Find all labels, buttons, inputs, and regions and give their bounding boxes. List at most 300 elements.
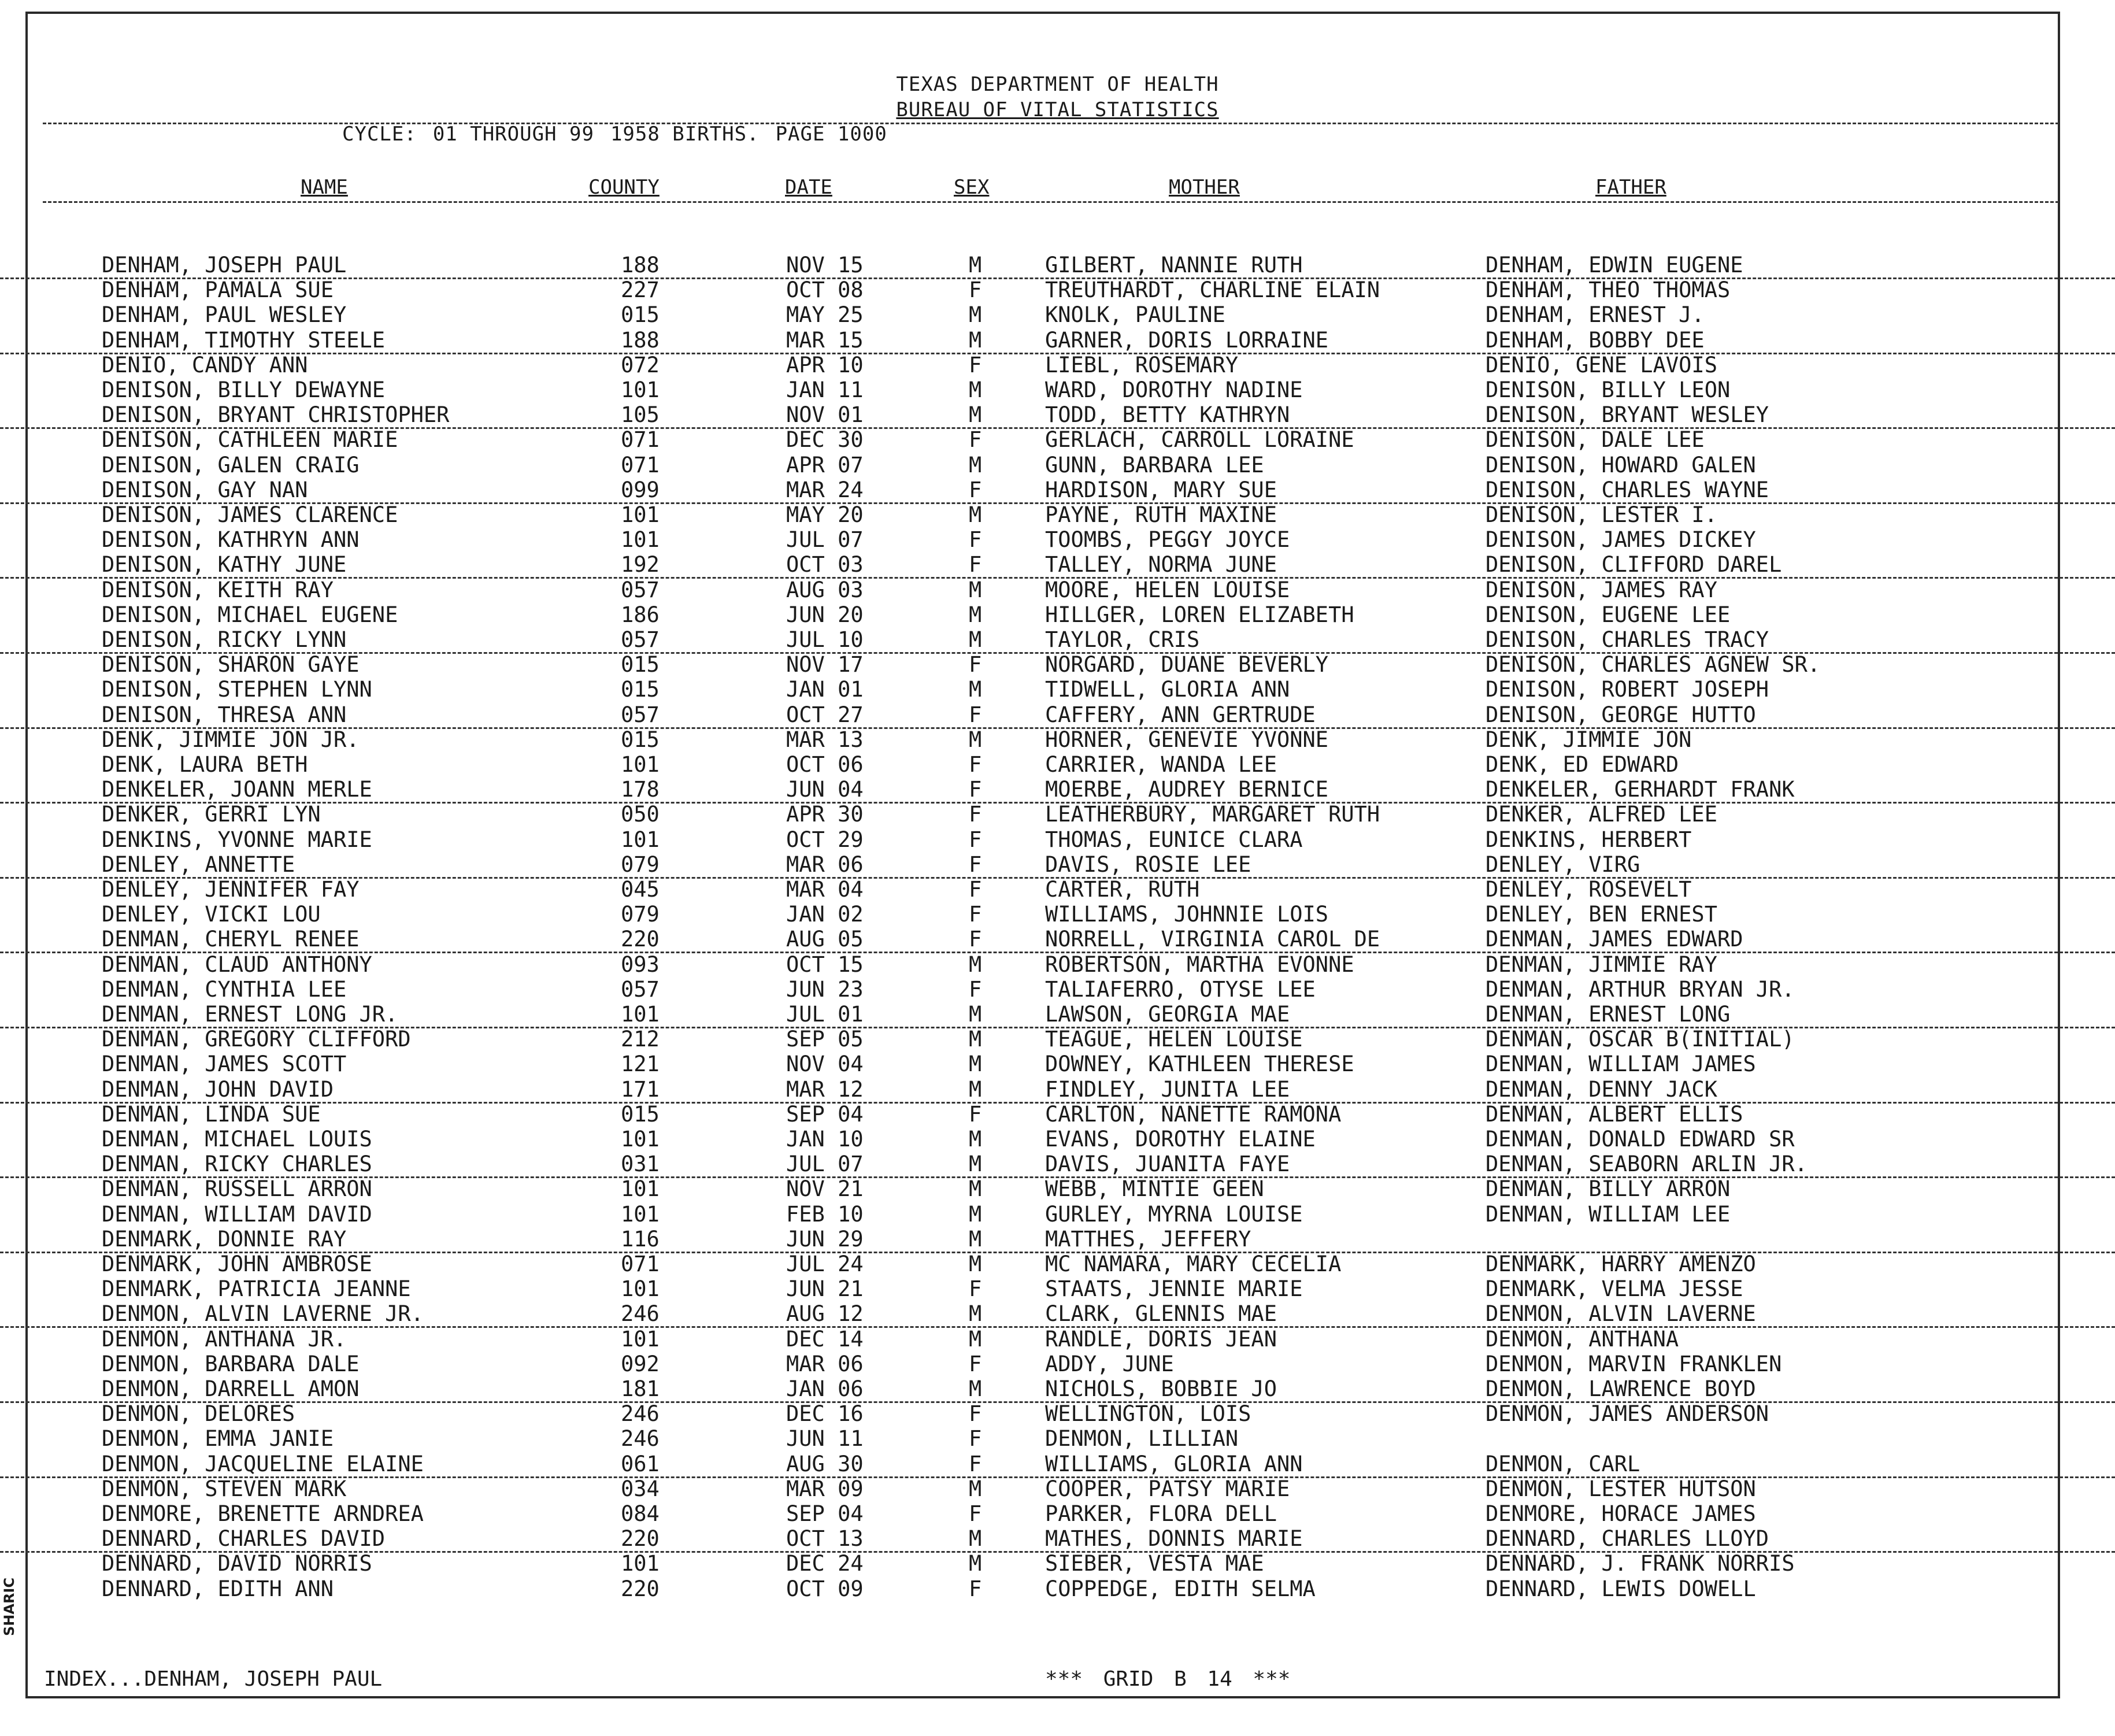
- record-county: 071: [621, 452, 660, 478]
- record-father: DENNARD, J. FRANK NORRIS: [1486, 1551, 1795, 1576]
- record-row: [0, 427, 2115, 452]
- record-county: 057: [621, 577, 660, 602]
- record-county: 057: [621, 627, 660, 652]
- record-date: OCT 08: [786, 277, 864, 303]
- record-father: DENISON, EUGENE LEE: [1486, 602, 1731, 627]
- record-row: [0, 1327, 2115, 1352]
- record-name: DENMAN, WILLIAM DAVID: [102, 1201, 372, 1227]
- index-footer: INDEX...DENHAM, JOSEPH PAUL: [44, 1667, 383, 1691]
- record-date: APR 30: [786, 802, 864, 827]
- agency-title: TEXAS DEPARTMENT OF HEALTH: [896, 73, 1219, 96]
- record-father: DENMARK, VELMA JESSE: [1486, 1276, 1743, 1302]
- record-name: DENLEY, ANNETTE: [102, 852, 295, 877]
- record-row: [0, 1452, 2115, 1478]
- record-row: [0, 253, 2115, 279]
- record-father: DENISON, CHARLES TRACY: [1486, 627, 1769, 652]
- record-date: AUG 30: [786, 1451, 864, 1476]
- record-sex: M: [969, 952, 982, 977]
- record-county: 101: [621, 1176, 660, 1202]
- record-father: DENMORE, HORACE JAMES: [1486, 1501, 1756, 1526]
- record-date: MAY 25: [786, 302, 864, 328]
- record-name: DENMAN, CYNTHIA LEE: [102, 976, 347, 1002]
- record-name: DENLEY, JENNIFER FAY: [102, 877, 360, 902]
- record-date: OCT 06: [786, 752, 864, 777]
- record-father: DENISON, GEORGE HUTTO: [1486, 702, 1756, 727]
- record-sex: M: [969, 502, 982, 527]
- record-county: 171: [621, 1076, 660, 1102]
- record-father: DENMON, LAWRENCE BOYD: [1486, 1376, 1756, 1401]
- record-county: 101: [621, 1551, 660, 1576]
- record-sex: M: [969, 1052, 982, 1077]
- record-mother: CAFFERY, ANN GERTRUDE: [1045, 702, 1316, 727]
- record-date: JUN 29: [786, 1226, 864, 1252]
- record-date: JUN 04: [786, 777, 864, 802]
- record-sex: F: [969, 652, 982, 678]
- record-father: DENISON, BILLY LEON: [1486, 377, 1731, 402]
- cycle-label: CYCLE:: [342, 123, 417, 146]
- record-sex: M: [969, 452, 982, 478]
- record-row: [0, 1176, 2115, 1201]
- record-sex: F: [969, 1276, 982, 1302]
- record-father: DENMAN, DENNY JACK: [1486, 1076, 1717, 1102]
- record-date: MAY 20: [786, 502, 864, 527]
- record-date: JUL 10: [786, 627, 864, 652]
- record-name: DENMON, BARBARA DALE: [102, 1351, 360, 1376]
- record-row: [0, 1551, 2115, 1576]
- record-father: DENMAN, ALBERT ELLIS: [1486, 1101, 1743, 1127]
- record-mother: THOMAS, EUNICE CLARA: [1045, 827, 1303, 852]
- record-mother: MATTHES, JEFFERY: [1045, 1226, 1251, 1252]
- record-name: DENHAM, PAUL WESLEY: [102, 302, 347, 328]
- record-mother: SIEBER, VESTA MAE: [1045, 1551, 1264, 1576]
- record-county: 079: [621, 902, 660, 927]
- record-father: DENMON, CARL: [1486, 1451, 1640, 1476]
- record-sex: M: [969, 627, 982, 652]
- record-father: DENMON, LESTER HUTSON: [1486, 1476, 1756, 1501]
- record-date: OCT 27: [786, 702, 864, 727]
- record-sex: F: [969, 702, 982, 727]
- record-county: 101: [621, 752, 660, 777]
- record-sex: F: [969, 927, 982, 952]
- record-county: 101: [621, 527, 660, 553]
- record-row: [0, 902, 2115, 927]
- record-sex: M: [969, 1301, 982, 1327]
- record-date: FEB 10: [786, 1201, 864, 1227]
- record-date: NOV 01: [786, 402, 864, 428]
- record-mother: HORNER, GENEVIE YVONNE: [1045, 727, 1329, 752]
- record-sex: M: [969, 377, 982, 402]
- record-father: DENMAN, OSCAR B(INITIAL): [1486, 1027, 1795, 1052]
- record-name: DENISON, KATHRYN ANN: [102, 527, 360, 553]
- record-name: DENMAN, GREGORY CLIFFORD: [102, 1027, 411, 1052]
- record-county: 101: [621, 1127, 660, 1152]
- record-mother: GILBERT, NANNIE RUTH: [1045, 253, 1303, 277]
- record-county: 092: [621, 1351, 660, 1376]
- record-father: DENIO, GENE LAVOIS: [1486, 352, 1717, 377]
- record-mother: MATHES, DONNIS MARIE: [1045, 1526, 1303, 1552]
- record-sex: F: [969, 427, 982, 453]
- record-mother: MC NAMARA, MARY CECELIA: [1045, 1252, 1342, 1276]
- record-sex: M: [969, 1027, 982, 1052]
- record-county: 031: [621, 1152, 660, 1177]
- record-name: DENISON, SHARON GAYE: [102, 652, 360, 678]
- record-date: APR 07: [786, 452, 864, 478]
- record-date: OCT 13: [786, 1526, 864, 1552]
- record-date: JAN 02: [786, 902, 864, 927]
- record-sex: M: [969, 402, 982, 428]
- record-row: [0, 977, 2115, 1002]
- record-row: [0, 852, 2115, 879]
- record-county: 101: [621, 377, 660, 402]
- record-county: 050: [621, 802, 660, 827]
- record-name: DENISON, JAMES CLARENCE: [102, 502, 398, 527]
- record-mother: CLARK, GLENNIS MAE: [1045, 1301, 1277, 1327]
- record-date: JUN 21: [786, 1276, 864, 1302]
- record-name: DENMON, JACQUELINE ELAINE: [102, 1451, 424, 1476]
- record-county: 079: [621, 852, 660, 877]
- record-row: [0, 402, 2115, 429]
- record-county: 015: [621, 727, 660, 752]
- record-name: DENISON, RICKY LYNN: [102, 627, 347, 652]
- record-name: DENKER, GERRI LYN: [102, 802, 321, 827]
- record-name: DENISON, STEPHEN LYNN: [102, 677, 372, 702]
- record-county: 220: [621, 927, 660, 952]
- record-county: 227: [621, 277, 660, 303]
- record-mother: LIEBL, ROSEMARY: [1045, 352, 1239, 377]
- record-name: DENISON, GALEN CRAIG: [102, 452, 360, 478]
- record-row: [0, 527, 2115, 552]
- record-county: 071: [621, 427, 660, 453]
- record-sex: M: [969, 1376, 982, 1401]
- record-sex: F: [969, 527, 982, 553]
- record-sex: M: [969, 1152, 982, 1177]
- record-date: MAR 12: [786, 1076, 864, 1102]
- record-father: DENKINS, HERBERT: [1486, 827, 1692, 852]
- page-number: PAGE 1000: [775, 123, 887, 146]
- col-header-mother: MOTHER: [1169, 176, 1240, 199]
- record-sex: M: [969, 1127, 982, 1152]
- record-sex: F: [969, 902, 982, 927]
- record-name: DENMAN, CLAUD ANTHONY: [102, 952, 372, 977]
- record-mother: NICHOLS, BOBBIE JO: [1045, 1376, 1277, 1401]
- record-mother: TIDWELL, GLORIA ANN: [1045, 677, 1290, 702]
- record-mother: TOOMBS, PEGGY JOYCE: [1045, 527, 1290, 553]
- record-name: DENMON, EMMA JANIE: [102, 1426, 334, 1452]
- record-mother: TALLEY, NORMA JUNE: [1045, 552, 1277, 578]
- record-mother: GARNER, DORIS LORRAINE: [1045, 327, 1329, 353]
- record-mother: TEAGUE, HELEN LOUISE: [1045, 1027, 1303, 1052]
- record-row: [0, 377, 2115, 402]
- record-mother: COPPEDGE, EDITH SELMA: [1045, 1576, 1316, 1601]
- record-county: 045: [621, 877, 660, 902]
- record-mother: NORGARD, DUANE BEVERLY: [1045, 652, 1329, 678]
- record-mother: COOPER, PATSY MARIE: [1045, 1476, 1290, 1501]
- record-name: DENMAN, JAMES SCOTT: [102, 1052, 347, 1077]
- record-sex: M: [969, 327, 982, 353]
- record-name: DENMAN, ERNEST LONG JR.: [102, 1002, 398, 1027]
- record-father: DENISON, JAMES DICKEY: [1486, 527, 1756, 553]
- record-date: JAN 11: [786, 377, 864, 402]
- record-sex: F: [969, 852, 982, 877]
- record-father: DENISON, LESTER I.: [1486, 502, 1717, 527]
- record-name: DENMAN, JOHN DAVID: [102, 1076, 334, 1102]
- record-row: [0, 1127, 2115, 1152]
- record-sex: M: [969, 1326, 982, 1352]
- record-county: 101: [621, 1002, 660, 1027]
- record-row: [0, 502, 2115, 527]
- record-mother: LAWSON, GEORGIA MAE: [1045, 1002, 1290, 1027]
- record-row: [0, 1401, 2115, 1426]
- record-mother: CARTER, RUTH: [1045, 877, 1200, 902]
- record-row: [0, 1152, 2115, 1178]
- record-date: AUG 03: [786, 577, 864, 602]
- record-father: DENMAN, ERNEST LONG: [1486, 1002, 1731, 1027]
- births-label: 1958 BIRTHS.: [610, 123, 760, 146]
- record-date: MAR 09: [786, 1476, 864, 1501]
- record-row: [0, 752, 2115, 777]
- record-row: [0, 302, 2115, 327]
- record-mother: DENMON, LILLIAN: [1045, 1426, 1239, 1452]
- record-date: JUL 01: [786, 1002, 864, 1027]
- record-sex: F: [969, 752, 982, 777]
- record-mother: DOWNEY, KATHLEEN THERESE: [1045, 1052, 1354, 1077]
- record-mother: LEATHERBURY, MARGARET RUTH: [1045, 802, 1380, 827]
- record-name: DENIO, CANDY ANN: [102, 352, 308, 377]
- record-row: [0, 1202, 2115, 1227]
- record-date: DEC 14: [786, 1326, 864, 1352]
- record-father: DENISON, BRYANT WESLEY: [1486, 402, 1769, 428]
- side-label: SHARIC: [1, 1578, 17, 1636]
- record-father: DENISON, CHARLES AGNEW SR.: [1486, 652, 1821, 678]
- record-date: JUL 07: [786, 527, 864, 553]
- record-county: 015: [621, 652, 660, 678]
- record-date: OCT 29: [786, 827, 864, 852]
- record-county: 178: [621, 777, 660, 802]
- record-name: DENMON, DELORES: [102, 1401, 295, 1427]
- record-date: DEC 16: [786, 1401, 864, 1427]
- record-row: [0, 552, 2115, 579]
- record-name: DENISON, GAY NAN: [102, 477, 308, 502]
- record-father: DENMAN, WILLIAM LEE: [1486, 1201, 1731, 1227]
- record-date: DEC 30: [786, 427, 864, 453]
- record-mother: NORRELL, VIRGINIA CAROL DE: [1045, 927, 1380, 952]
- record-county: 034: [621, 1476, 660, 1501]
- record-row: [0, 877, 2115, 902]
- record-father: DENMAN, JAMES EDWARD: [1486, 927, 1743, 952]
- record-father: DENLEY, VIRG: [1486, 852, 1640, 877]
- record-county: 071: [621, 1252, 660, 1276]
- record-name: DENMARK, PATRICIA JEANNE: [102, 1276, 411, 1302]
- record-mother: DAVIS, ROSIE LEE: [1045, 852, 1251, 877]
- record-county: 015: [621, 302, 660, 328]
- record-name: DENNARD, CHARLES DAVID: [102, 1526, 386, 1552]
- record-name: DENISON, BRYANT CHRISTOPHER: [102, 402, 450, 428]
- record-name: DENMAN, MICHAEL LOUIS: [102, 1127, 372, 1152]
- cycle-line: [342, 123, 903, 146]
- record-sex: M: [969, 602, 982, 627]
- record-father: DENMON, ALVIN LAVERNE: [1486, 1301, 1756, 1327]
- record-row: [0, 1476, 2115, 1501]
- record-name: DENISON, KATHY JUNE: [102, 552, 347, 578]
- record-date: JAN 10: [786, 1127, 864, 1152]
- record-date: MAR 04: [786, 877, 864, 902]
- record-father: DENMAN, WILLIAM JAMES: [1486, 1052, 1756, 1077]
- record-name: DENMORE, BRENETTE ARNDREA: [102, 1501, 424, 1526]
- record-date: AUG 12: [786, 1301, 864, 1327]
- record-row: [0, 453, 2115, 478]
- record-date: MAR 15: [786, 327, 864, 353]
- record-row: [0, 927, 2115, 953]
- record-row: [0, 802, 2115, 827]
- record-row: [0, 1227, 2115, 1253]
- record-father: DENMON, MARVIN FRANKLEN: [1486, 1351, 1782, 1376]
- record-mother: WILLIAMS, GLORIA ANN: [1045, 1451, 1303, 1476]
- record-date: JUL 24: [786, 1252, 864, 1276]
- record-date: JAN 01: [786, 677, 864, 702]
- record-sex: F: [969, 1351, 982, 1376]
- record-row: [0, 478, 2115, 504]
- record-father: DENISON, CLIFFORD DAREL: [1486, 552, 1782, 578]
- record-county: 101: [621, 1276, 660, 1302]
- record-father: DENMAN, JIMMIE RAY: [1486, 952, 1717, 977]
- record-name: DENHAM, JOSEPH PAUL: [102, 253, 347, 277]
- record-mother: GUNN, BARBARA LEE: [1045, 452, 1264, 478]
- record-sex: F: [969, 877, 982, 902]
- record-mother: ROBERTSON, MARTHA EVONNE: [1045, 952, 1354, 977]
- record-name: DENHAM, TIMOTHY STEELE: [102, 327, 386, 353]
- record-name: DENKELER, JOANN MERLE: [102, 777, 372, 802]
- record-name: DENLEY, VICKI LOU: [102, 902, 321, 927]
- record-county: 015: [621, 677, 660, 702]
- record-sex: M: [969, 1252, 982, 1276]
- col-header-county: COUNTY: [588, 176, 660, 199]
- record-sex: F: [969, 802, 982, 827]
- record-sex: M: [969, 1076, 982, 1102]
- record-mother: MOERBE, AUDREY BERNICE: [1045, 777, 1329, 802]
- record-mother: WEBB, MINTIE GEEN: [1045, 1176, 1264, 1202]
- record-mother: RANDLE, DORIS JEAN: [1045, 1326, 1277, 1352]
- record-sex: F: [969, 1576, 982, 1601]
- record-county: 084: [621, 1501, 660, 1526]
- record-row: [0, 1052, 2115, 1076]
- record-date: DEC 24: [786, 1551, 864, 1576]
- record-county: 101: [621, 502, 660, 527]
- record-county: 246: [621, 1301, 660, 1327]
- record-date: OCT 15: [786, 952, 864, 977]
- record-date: NOV 17: [786, 652, 864, 678]
- record-name: DENNARD, EDITH ANN: [102, 1576, 334, 1601]
- record-name: DENK, LAURA BETH: [102, 752, 308, 777]
- record-county: 101: [621, 1326, 660, 1352]
- col-header-date: DATE: [785, 176, 832, 199]
- record-name: DENMAN, RICKY CHARLES: [102, 1152, 372, 1177]
- record-father: DENMAN, BILLY ARRON: [1486, 1176, 1731, 1202]
- record-row: [0, 1102, 2115, 1127]
- record-date: SEP 04: [786, 1501, 864, 1526]
- record-sex: F: [969, 1451, 982, 1476]
- record-date: NOV 15: [786, 253, 864, 277]
- record-county: 220: [621, 1526, 660, 1552]
- record-sex: M: [969, 302, 982, 328]
- record-county: 192: [621, 552, 660, 578]
- record-name: DENHAM, PAMALA SUE: [102, 277, 334, 303]
- record-date: SEP 05: [786, 1027, 864, 1052]
- record-name: DENISON, MICHAEL EUGENE: [102, 602, 398, 627]
- record-father: DENMARK, HARRY AMENZO: [1486, 1252, 1756, 1276]
- record-row: [0, 677, 2115, 702]
- record-date: JAN 06: [786, 1376, 864, 1401]
- record-date: MAR 06: [786, 852, 864, 877]
- record-name: DENMON, STEVEN MARK: [102, 1476, 347, 1501]
- record-mother: FINDLEY, JUNITA LEE: [1045, 1076, 1290, 1102]
- record-sex: F: [969, 352, 982, 377]
- record-row: [0, 353, 2115, 377]
- record-mother: HARDISON, MARY SUE: [1045, 477, 1277, 502]
- record-name: DENMARK, JOHN AMBROSE: [102, 1252, 372, 1276]
- record-sex: M: [969, 1526, 982, 1552]
- record-county: 121: [621, 1052, 660, 1077]
- record-father: DENMAN, ARTHUR BRYAN JR.: [1486, 976, 1795, 1002]
- record-county: 181: [621, 1376, 660, 1401]
- record-date: MAR 13: [786, 727, 864, 752]
- record-mother: KNOLK, PAULINE: [1045, 302, 1225, 328]
- record-father: DENMAN, DONALD EDWARD SR: [1486, 1127, 1795, 1152]
- record-row: [0, 627, 2115, 654]
- record-row: [0, 1002, 2115, 1028]
- record-row: [0, 1301, 2115, 1328]
- record-sex: M: [969, 1201, 982, 1227]
- record-father: DENNARD, CHARLES LLOYD: [1486, 1526, 1769, 1552]
- record-sex: M: [969, 677, 982, 702]
- record-county: 093: [621, 952, 660, 977]
- column-rule: [43, 201, 2059, 203]
- record-father: DENLEY, BEN ERNEST: [1486, 902, 1717, 927]
- record-mother: CARLTON, NANETTE RAMONA: [1045, 1101, 1342, 1127]
- record-mother: TAYLOR, CRIS: [1045, 627, 1200, 652]
- record-name: DENMAN, RUSSELL ARRON: [102, 1176, 372, 1202]
- record-row: [0, 277, 2115, 302]
- record-date: MAR 24: [786, 477, 864, 502]
- record-date: JUN 11: [786, 1426, 864, 1452]
- record-mother: TODD, BETTY KATHRYN: [1045, 402, 1290, 428]
- record-county: 099: [621, 477, 660, 502]
- record-name: DENKINS, YVONNE MARIE: [102, 827, 372, 852]
- record-father: DENKELER, GERHARDT FRANK: [1486, 777, 1795, 802]
- record-row: [0, 702, 2115, 729]
- record-sex: F: [969, 552, 982, 578]
- record-county: 061: [621, 1451, 660, 1476]
- record-sex: F: [969, 1501, 982, 1526]
- cycle-range: 01 THROUGH 99: [432, 123, 594, 146]
- record-county: 246: [621, 1401, 660, 1427]
- record-father: DENISON, CHARLES WAYNE: [1486, 477, 1769, 502]
- record-sex: F: [969, 477, 982, 502]
- record-sex: F: [969, 1426, 982, 1452]
- record-father: DENISON, JAMES RAY: [1486, 577, 1717, 602]
- record-row: [0, 827, 2115, 852]
- record-sex: M: [969, 1476, 982, 1501]
- record-father: DENK, JIMMIE JON: [1486, 727, 1692, 752]
- record-row: [0, 328, 2115, 354]
- record-county: 220: [621, 1576, 660, 1601]
- record-father: DENISON, HOWARD GALEN: [1486, 452, 1756, 478]
- record-mother: GURLEY, MYRNA LOUISE: [1045, 1201, 1303, 1227]
- record-sex: F: [969, 827, 982, 852]
- record-row: [0, 1501, 2115, 1526]
- record-sex: M: [969, 1226, 982, 1252]
- record-name: DENISON, BILLY DEWAYNE: [102, 377, 386, 402]
- record-name: DENISON, THRESA ANN: [102, 702, 347, 727]
